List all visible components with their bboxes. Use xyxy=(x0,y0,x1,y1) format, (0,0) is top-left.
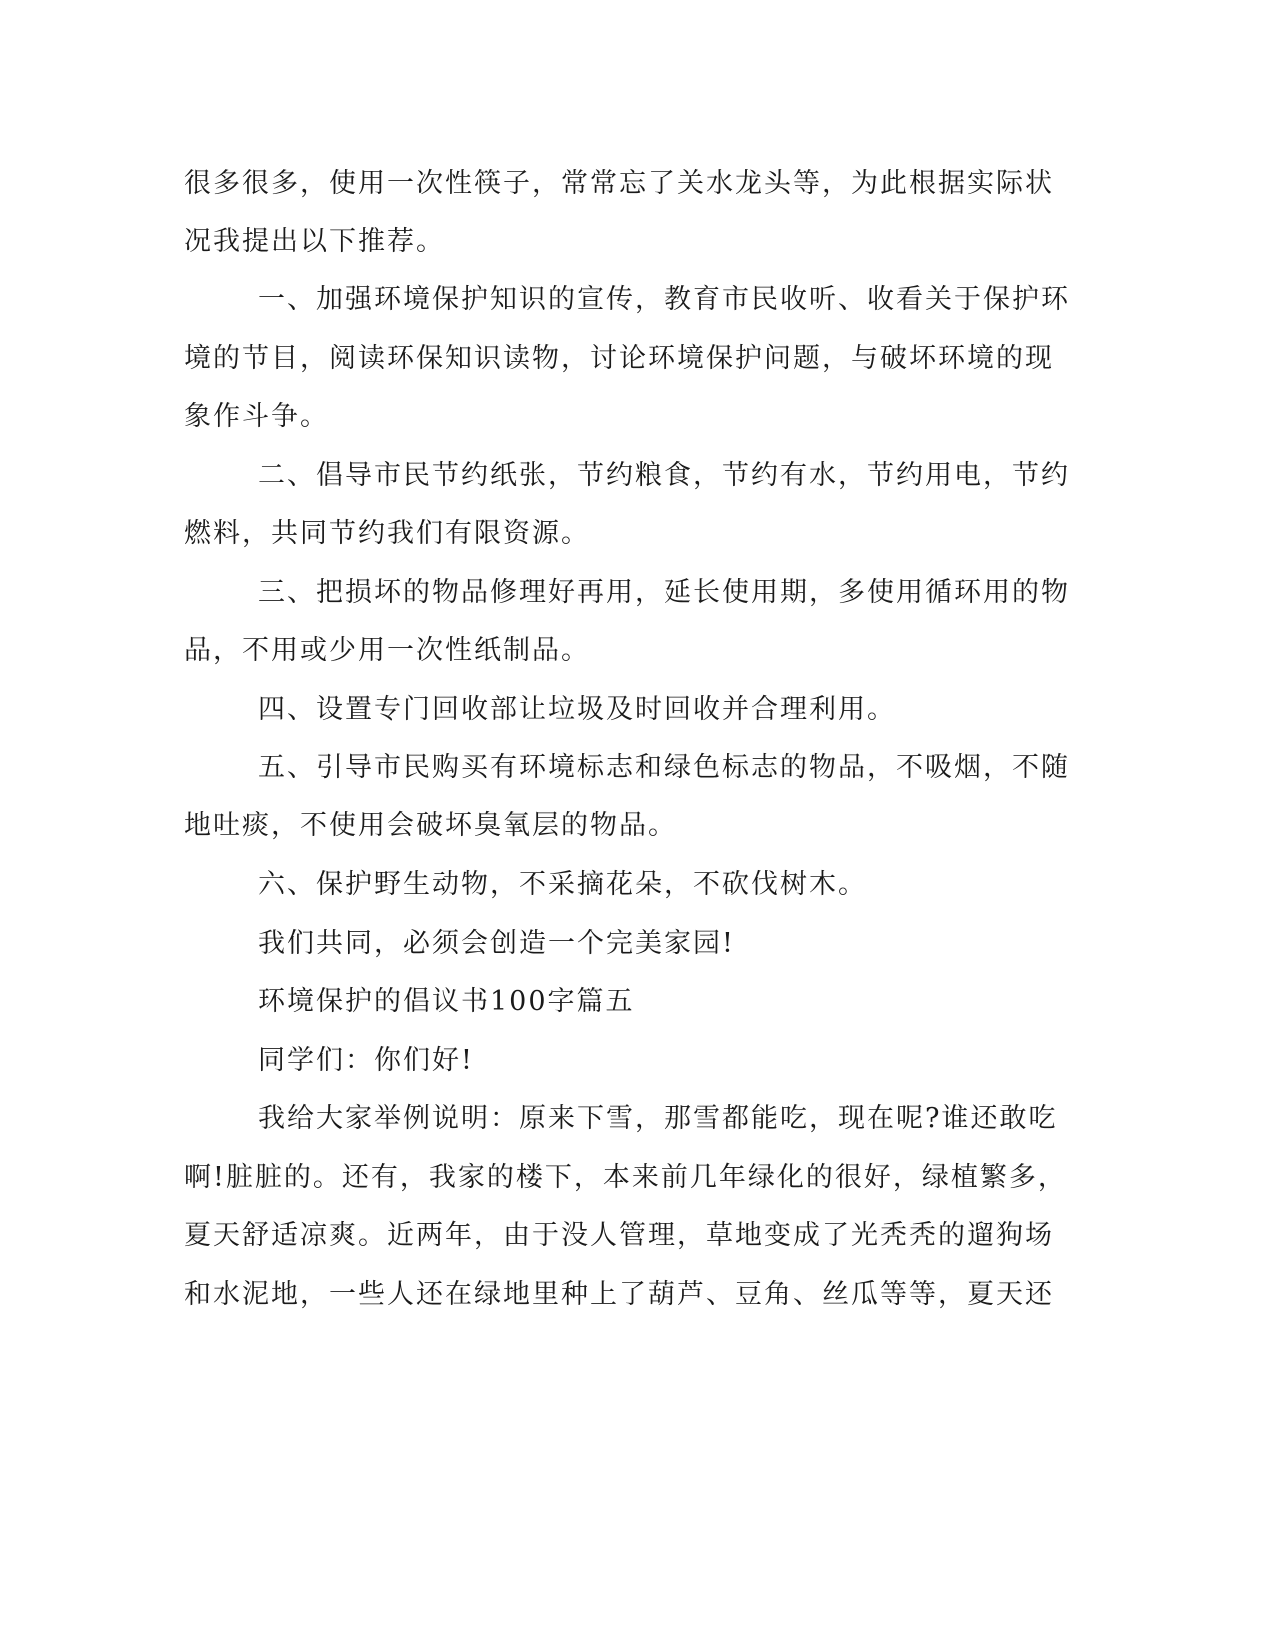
text-line: 燃料，共同节约我们有限资源。 xyxy=(184,518,590,549)
paragraph-start-line: 三、把损坏的物品修理好再用，延长使用期，多使用循环用的物 xyxy=(258,577,1070,608)
text-line: 况我提出以下推荐。 xyxy=(184,226,445,257)
text-line: 境的节目，阅读环保知识读物，讨论环境保护问题，与破坏环境的现 xyxy=(184,343,1054,374)
text-line: 很多很多，使用一次性筷子，常常忘了关水龙头等，为此根据实际状 xyxy=(184,168,1054,199)
text-line: 象作斗争。 xyxy=(184,401,329,432)
text-line: 啊!脏脏的。还有，我家的楼下，本来前几年绿化的很好，绿植繁多， xyxy=(184,1162,1067,1193)
text-line: 夏天舒适凉爽。近两年，由于没人管理，草地变成了光秃秃的遛狗场 xyxy=(184,1220,1054,1251)
paragraph-start-line: 二、倡导市民节约纸张，节约粮食，节约有水，节约用电，节约 xyxy=(258,460,1070,491)
text-line: 和水泥地，一些人还在绿地里种上了葫芦、豆角、丝瓜等等，夏天还 xyxy=(184,1279,1054,1310)
section-heading: 环境保护的倡议书100字篇五 xyxy=(258,986,635,1017)
text-line: 品，不用或少用一次性纸制品。 xyxy=(184,635,590,666)
salutation-line: 同学们：你们好! xyxy=(258,1045,474,1076)
text-line: 地吐痰，不使用会破坏臭氧层的物品。 xyxy=(184,810,677,841)
paragraph-start-line: 我们共同，必须会创造一个完美家园! xyxy=(258,928,735,959)
paragraph-start-line: 六、保护野生动物，不采摘花朵，不砍伐树木。 xyxy=(258,869,867,900)
paragraph-start-line: 一、加强环境保护知识的宣传，教育市民收听、收看关于保护环 xyxy=(258,284,1070,315)
paragraph-start-line: 我给大家举例说明：原来下雪，那雪都能吃，现在呢?谁还敢吃 xyxy=(258,1103,1058,1134)
paragraph-start-line: 四、设置专门回收部让垃圾及时回收并合理利用。 xyxy=(258,694,896,725)
paragraph-start-line: 五、引导市民购买有环境标志和绿色标志的物品，不吸烟，不随 xyxy=(258,752,1070,783)
